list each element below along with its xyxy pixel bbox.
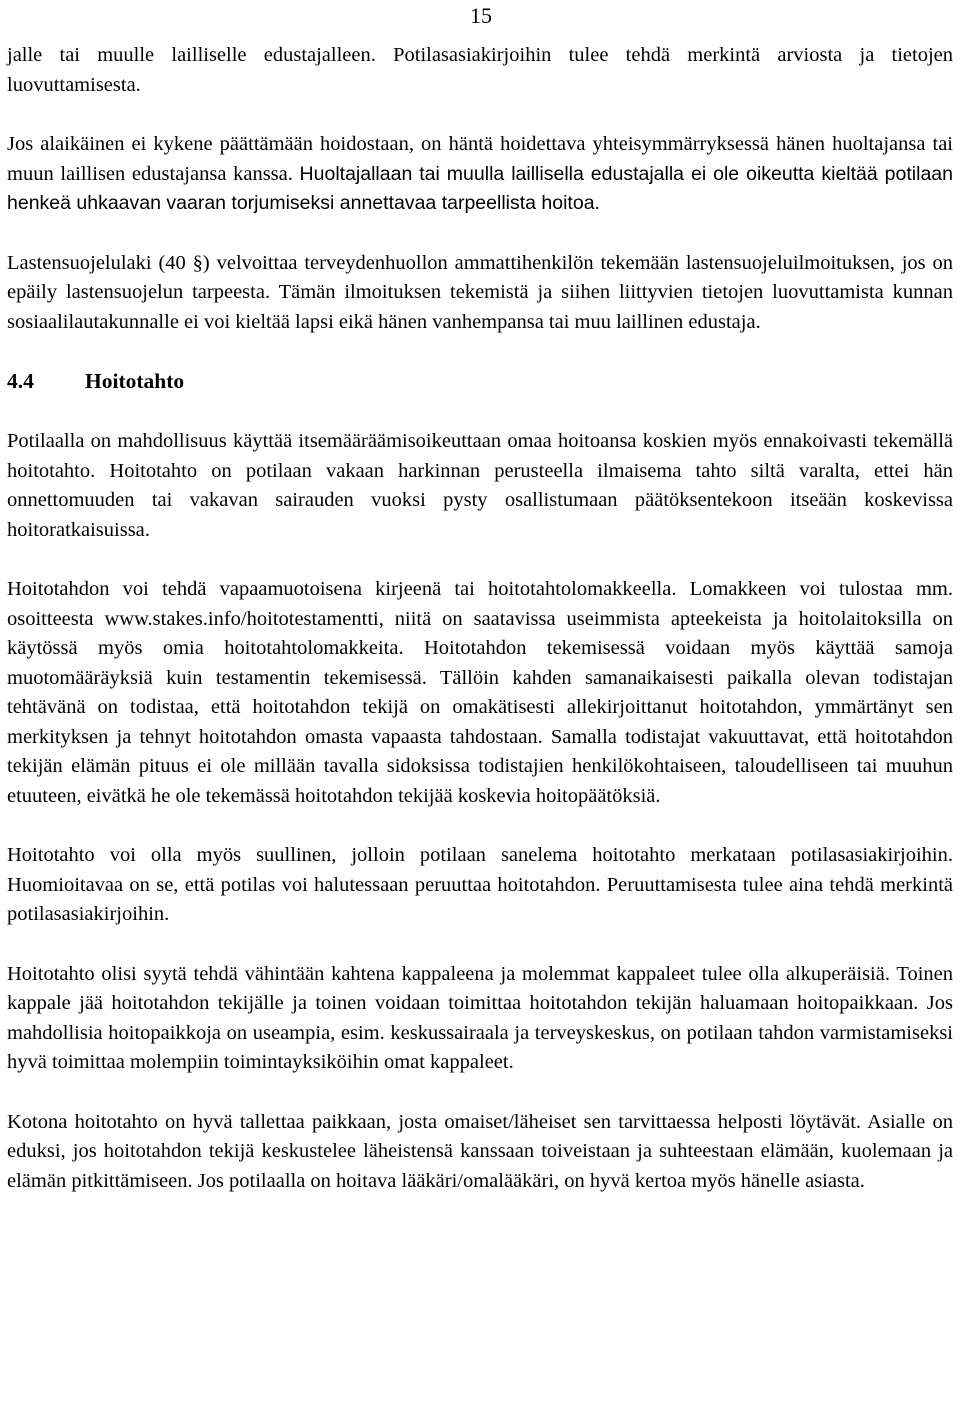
section-title: Hoitotahto — [85, 369, 185, 393]
paragraph-living-will-definition: Potilaalla on mahdollisuus käyttää itsemääräämisoikeuttaan omaa hoitoansa koskien myös ennakoivasti tekemällä hoitotahto. Hoitotahto on potilaan vakaan harkinnan perusteella ilmaisema tahto siltä varalta, ettei hän onnettomuuden tai vakavan sairauden vuoksi pysty osallistumaan päätöksentekoon itseään koskevissa hoitoratkaisuissa. — [7, 430, 953, 541]
paragraph-living-will-storage: Kotona hoitotahto on hyvä tallettaa paikkaan, josta omaiset/läheiset sen tarvittaessa helposti löytävät. Asialle on eduksi, jos hoitotahdon tekijä keskustelee läheistensä kanssaan toiveistaan ja suhteestaan elämään, kuolemaan ja elämän pitkittämiseen. Jos potilaalla on hoitava lääkäri/omalääkäri, on hyvä kertoa myös hänelle asiasta. — [7, 1110, 953, 1192]
paragraph-living-will-copies: Hoitotahto olisi syytä tehdä vähintään kahtena kappaleena ja molemmat kappaleet tulee olla alkuperäisiä. Toinen kappale jää hoitotahdon tekijälle ja toinen voidaan toimittaa hoitotahdon tekijän haluamaan hoitopaikkaan. Jos mahdollisia hoitopaikkoja on useampia, esim. keskussairaala ja terveyskeskus, on potilaan tahdon varmistamiseksi hyvä toimittaa molempiin toimintayksiköihin omat kappaleet. — [7, 962, 953, 1073]
page-number: 15 — [470, 3, 492, 28]
paragraph-minor-treatment-part1: Jos alaikäinen ei kykene päättämään hoidostaan, on häntä hoidettava yhteisymmärryksessä hänen huoltajansa tai muun laillisen edustajansa kanssa. — [7, 133, 953, 185]
paragraph-child-welfare-act: Lastensuojelulaki (40 §) velvoittaa terveydenhuollon ammattihenkilön tekemään lastensuojeluilmoituksen, jos on epäily lastensuojelun tarpeesta. Tämän ilmoituksen tekemistä ja siihen liittyvien tietojen luovuttamista kunnan sosiaalilautakunnalle ei voi kieltää lapsi eikä hänen vanhempansa tai muu laillinen edustaja. — [7, 251, 953, 333]
paragraph-minor-treatment-part2: Huoltajallaan tai muulla laillisella edustajalla ei ole oikeutta kieltää potilaan henkeä uhkaavan vaaran torjumiseksi annettavaa tarpeellista hoitoa. — [7, 162, 953, 214]
paragraph-living-will-oral: Hoitotahto voi olla myös suullinen, jolloin potilaan sanelema hoitotahto merkataan potilasasiakirjoihin. Huomioitavaa on se, että potilas voi halutessaan peruuttaa hoitotahdon. Peruuttamisesta tulee aina tehdä merkintä potilasasiakirjoihin. — [7, 844, 953, 925]
paragraph-minor-treatment — [7, 130, 953, 219]
section-number: 4.4 — [7, 369, 34, 393]
paragraph-consent-continuation: jalle tai muulle lailliselle edustajalleen. Potilasasiakirjoihin tulee tehdä merkintä arviosta ja tietojen luovuttamisesta. — [7, 44, 953, 96]
section-heading — [7, 367, 953, 396]
page-content — [7, 41, 953, 1226]
paragraph-living-will-form: Hoitotahdon voi tehdä vapaamuotoisena kirjeenä tai hoitotahtolomakkeella. Lomakkeen voi tulostaa mm. osoitteesta www.stakes.info/hoitotestamentti, niitä on saatavissa useimmista apteekeista ja hoitolaitoksilla on käytössä myös omia hoitotahtolomakkeita. Hoitotahdon tekemisessä voidaan myös käyttää samoja muotomääräyksiä kuin testamentin tekemisessä. Tällöin kahden samanaikaisesti paikalla olevan todistajan tehtävänä on todistaa, että hoitotahdon tekijä on omakätisesti allekirjoittanut hoitotahdon, ymmärtänyt sen merkityksen ja tehnyt hoitotahdon omasta vapaasta tahdostaan. Samalla todistajat vakuuttavat, että hoitotahdon tekijän elämän pituus ei ole millään tavalla sidoksissa todistajien henkilökohtaiseen, taloudelliseen tai muuhun etuuteen, eivätkä he ole tekemässä hoitotahdon tekijää koskevia hoitopäätöksiä. — [7, 578, 953, 807]
